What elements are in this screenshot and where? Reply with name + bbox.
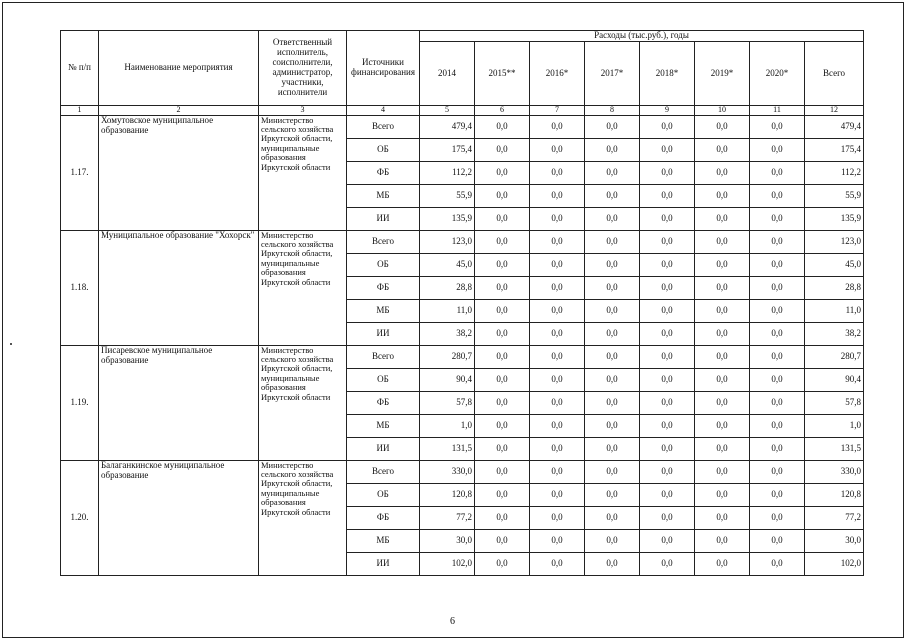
expense-cell: 0,0: [695, 391, 750, 414]
expense-cell: 0,0: [695, 207, 750, 230]
responsible-executor: Министерство сельского хозяйства Иркутской области, муниципальные образования Иркутской области: [259, 460, 347, 575]
expense-cell: 0,0: [530, 230, 585, 253]
funding-source: Всего: [347, 230, 420, 253]
expense-cell: 479,4: [805, 115, 864, 138]
header-year: 2020*: [750, 42, 805, 106]
header-year: 2016*: [530, 42, 585, 106]
column-number: 8: [585, 106, 640, 116]
expense-cell: 0,0: [640, 529, 695, 552]
budget-table: [60, 30, 864, 576]
expense-cell: 0,0: [750, 230, 805, 253]
funding-source: МБ: [347, 529, 420, 552]
expense-cell: 0,0: [530, 506, 585, 529]
expense-cell: 330,0: [420, 460, 475, 483]
expense-cell: 0,0: [585, 207, 640, 230]
expense-cell: 77,2: [420, 506, 475, 529]
expense-cell: 0,0: [750, 483, 805, 506]
expense-cell: 0,0: [475, 299, 530, 322]
expense-cell: 0,0: [640, 368, 695, 391]
expense-cell: 123,0: [805, 230, 864, 253]
expense-cell: 0,0: [530, 115, 585, 138]
expense-cell: 0,0: [695, 552, 750, 575]
expense-cell: 0,0: [750, 460, 805, 483]
expense-cell: 0,0: [695, 414, 750, 437]
expense-cell: 28,8: [420, 276, 475, 299]
activity-name: Муниципальное образование "Хохорск": [99, 230, 259, 345]
expense-cell: 0,0: [530, 161, 585, 184]
expense-cell: 0,0: [750, 345, 805, 368]
expense-cell: 0,0: [695, 253, 750, 276]
expense-cell: 0,0: [640, 345, 695, 368]
expense-cell: 0,0: [695, 483, 750, 506]
expense-cell: 0,0: [695, 161, 750, 184]
expense-cell: 0,0: [640, 253, 695, 276]
expense-cell: 0,0: [695, 506, 750, 529]
responsible-executor: Министерство сельского хозяйства Иркутской области, муниципальные образования Иркутской области: [259, 230, 347, 345]
column-number: 3: [259, 106, 347, 116]
expense-cell: 57,8: [805, 391, 864, 414]
expense-cell: 0,0: [530, 368, 585, 391]
funding-source: МБ: [347, 184, 420, 207]
header-year: Всего: [805, 42, 864, 106]
expense-cell: 112,2: [805, 161, 864, 184]
expense-cell: 102,0: [420, 552, 475, 575]
expense-cell: 45,0: [805, 253, 864, 276]
expense-cell: 0,0: [585, 138, 640, 161]
column-number: 7: [530, 106, 585, 116]
funding-source: ФБ: [347, 506, 420, 529]
expense-cell: 0,0: [750, 368, 805, 391]
expense-cell: 0,0: [530, 138, 585, 161]
expense-cell: 0,0: [695, 184, 750, 207]
funding-source: ИИ: [347, 552, 420, 575]
expense-cell: 0,0: [530, 207, 585, 230]
expense-cell: 479,4: [420, 115, 475, 138]
expense-cell: 28,8: [805, 276, 864, 299]
expense-cell: 0,0: [530, 184, 585, 207]
expense-cell: 0,0: [640, 414, 695, 437]
expense-cell: 0,0: [695, 322, 750, 345]
expense-cell: 0,0: [640, 276, 695, 299]
expense-cell: 0,0: [475, 437, 530, 460]
expense-cell: 0,0: [695, 299, 750, 322]
expense-cell: 0,0: [585, 345, 640, 368]
expense-cell: 0,0: [750, 115, 805, 138]
funding-source: МБ: [347, 414, 420, 437]
expense-cell: 0,0: [640, 299, 695, 322]
table-body: [61, 115, 864, 575]
expense-cell: 0,0: [585, 184, 640, 207]
funding-source: ОБ: [347, 138, 420, 161]
expense-cell: 0,0: [750, 552, 805, 575]
expense-cell: 0,0: [475, 253, 530, 276]
expense-cell: 0,0: [750, 529, 805, 552]
table-row: [61, 460, 864, 483]
expense-cell: 45,0: [420, 253, 475, 276]
expense-cell: 0,0: [475, 230, 530, 253]
expense-cell: 0,0: [585, 437, 640, 460]
expense-cell: 102,0: [805, 552, 864, 575]
column-number: 1: [61, 106, 99, 116]
funding-source: ИИ: [347, 322, 420, 345]
expense-cell: 280,7: [420, 345, 475, 368]
expense-cell: 0,0: [475, 322, 530, 345]
expense-cell: 0,0: [750, 414, 805, 437]
row-number: 1.20.: [61, 460, 99, 575]
expense-cell: 57,8: [420, 391, 475, 414]
expense-cell: 0,0: [585, 161, 640, 184]
expense-cell: 135,9: [420, 207, 475, 230]
expense-cell: 0,0: [640, 230, 695, 253]
expense-cell: 0,0: [475, 161, 530, 184]
expense-cell: 0,0: [695, 115, 750, 138]
expense-cell: 0,0: [530, 552, 585, 575]
expense-cell: 0,0: [585, 115, 640, 138]
funding-source: Всего: [347, 345, 420, 368]
column-number-row: [61, 106, 864, 116]
expense-cell: 55,9: [420, 184, 475, 207]
expense-cell: 0,0: [750, 506, 805, 529]
column-number: 2: [99, 106, 259, 116]
header-year: 2017*: [585, 42, 640, 106]
expense-cell: 0,0: [475, 391, 530, 414]
scan-speck: [10, 343, 12, 345]
expense-cell: 0,0: [695, 276, 750, 299]
expense-cell: 0,0: [585, 299, 640, 322]
column-number: 9: [640, 106, 695, 116]
column-number: 10: [695, 106, 750, 116]
expense-cell: 38,2: [805, 322, 864, 345]
header-year: 2015**: [475, 42, 530, 106]
expense-cell: 38,2: [420, 322, 475, 345]
expense-cell: 0,0: [530, 529, 585, 552]
expense-cell: 0,0: [530, 391, 585, 414]
table-row: [61, 345, 864, 368]
expense-cell: 0,0: [530, 322, 585, 345]
expense-cell: 0,0: [640, 483, 695, 506]
expense-cell: 0,0: [695, 138, 750, 161]
expense-cell: 120,8: [420, 483, 475, 506]
funding-source: ИИ: [347, 437, 420, 460]
column-number: 11: [750, 106, 805, 116]
expense-cell: 0,0: [695, 368, 750, 391]
expense-cell: 0,0: [530, 414, 585, 437]
row-number: 1.18.: [61, 230, 99, 345]
expense-cell: 0,0: [750, 391, 805, 414]
expense-cell: 90,4: [805, 368, 864, 391]
activity-name: Писаревское муниципальное образование: [99, 345, 259, 460]
expense-cell: 0,0: [475, 207, 530, 230]
expense-cell: 0,0: [640, 184, 695, 207]
expense-cell: 0,0: [585, 253, 640, 276]
column-number: 5: [420, 106, 475, 116]
funding-source: МБ: [347, 299, 420, 322]
expense-cell: 0,0: [475, 506, 530, 529]
expense-cell: 0,0: [475, 115, 530, 138]
column-number: 6: [475, 106, 530, 116]
funding-source: ФБ: [347, 276, 420, 299]
expense-cell: 0,0: [475, 138, 530, 161]
expense-cell: 0,0: [475, 483, 530, 506]
responsible-executor: Министерство сельского хозяйства Иркутской области, муниципальные образования Иркутской области: [259, 345, 347, 460]
expense-cell: 0,0: [475, 414, 530, 437]
expense-cell: 123,0: [420, 230, 475, 253]
row-number: 1.17.: [61, 115, 99, 230]
expense-cell: 0,0: [585, 391, 640, 414]
header-year: 2014: [420, 42, 475, 106]
activity-name: Балаганкинское муниципальное образование: [99, 460, 259, 575]
expense-cell: 0,0: [640, 115, 695, 138]
expense-cell: 0,0: [750, 299, 805, 322]
expense-cell: 0,0: [585, 368, 640, 391]
expense-cell: 0,0: [750, 161, 805, 184]
expense-cell: 0,0: [475, 529, 530, 552]
expense-cell: 0,0: [640, 138, 695, 161]
expense-cell: 0,0: [585, 230, 640, 253]
column-number: 4: [347, 106, 420, 116]
expense-cell: 0,0: [475, 460, 530, 483]
expense-cell: 131,5: [420, 437, 475, 460]
expense-cell: 0,0: [530, 253, 585, 276]
expense-cell: 0,0: [585, 552, 640, 575]
header-sources: Источники финансирования: [347, 31, 420, 106]
funding-source: Всего: [347, 115, 420, 138]
expense-cell: 0,0: [750, 437, 805, 460]
expense-cell: 0,0: [640, 506, 695, 529]
funding-source: ИИ: [347, 207, 420, 230]
expense-cell: 0,0: [695, 345, 750, 368]
expense-cell: 112,2: [420, 161, 475, 184]
header-year: 2018*: [640, 42, 695, 106]
expense-cell: 0,0: [585, 460, 640, 483]
expense-cell: 0,0: [585, 414, 640, 437]
header-expenses: Расходы (тыс.руб.), годы: [420, 31, 864, 42]
expense-cell: 0,0: [695, 529, 750, 552]
expense-cell: 1,0: [420, 414, 475, 437]
column-number: 12: [805, 106, 864, 116]
expense-cell: 30,0: [805, 529, 864, 552]
expense-cell: 0,0: [750, 322, 805, 345]
expense-cell: 11,0: [805, 299, 864, 322]
expense-cell: 0,0: [475, 184, 530, 207]
expense-cell: 0,0: [530, 345, 585, 368]
funding-source: ФБ: [347, 391, 420, 414]
expense-cell: 0,0: [750, 276, 805, 299]
expense-cell: 175,4: [805, 138, 864, 161]
table-row: [61, 115, 864, 138]
funding-source: Всего: [347, 460, 420, 483]
header-year: 2019*: [695, 42, 750, 106]
expense-cell: 30,0: [420, 529, 475, 552]
expense-cell: 0,0: [475, 276, 530, 299]
expense-cell: 0,0: [640, 552, 695, 575]
expense-cell: 0,0: [475, 368, 530, 391]
expense-cell: 131,5: [805, 437, 864, 460]
expense-cell: 0,0: [530, 460, 585, 483]
expense-cell: 0,0: [695, 230, 750, 253]
expense-cell: 0,0: [695, 437, 750, 460]
activity-name: Хомутовское муниципальное образование: [99, 115, 259, 230]
page-number: 6: [450, 616, 455, 627]
expense-cell: 0,0: [695, 460, 750, 483]
expense-cell: 0,0: [640, 437, 695, 460]
expense-cell: 280,7: [805, 345, 864, 368]
expense-cell: 0,0: [530, 299, 585, 322]
expense-cell: 0,0: [475, 552, 530, 575]
expense-cell: 1,0: [805, 414, 864, 437]
expense-cell: 0,0: [585, 276, 640, 299]
expense-cell: 0,0: [640, 322, 695, 345]
funding-source: ФБ: [347, 161, 420, 184]
responsible-executor: Министерство сельского хозяйства Иркутской области, муниципальные образования Иркутской области: [259, 115, 347, 230]
expense-cell: 135,9: [805, 207, 864, 230]
expense-cell: 175,4: [420, 138, 475, 161]
expense-cell: 77,2: [805, 506, 864, 529]
table-row: [61, 230, 864, 253]
header-no: № п/п: [61, 31, 99, 106]
expense-cell: 0,0: [585, 483, 640, 506]
header-name: Наименование мероприятия: [99, 31, 259, 106]
expense-cell: 0,0: [640, 460, 695, 483]
header-responsible: Ответственный исполнитель, соисполнители, администратор, участники, исполнители: [259, 31, 347, 106]
expense-cell: 0,0: [640, 161, 695, 184]
expense-cell: 0,0: [585, 529, 640, 552]
expense-cell: 0,0: [585, 322, 640, 345]
funding-source: ОБ: [347, 253, 420, 276]
expense-cell: 0,0: [640, 391, 695, 414]
row-number: 1.19.: [61, 345, 99, 460]
expense-cell: 55,9: [805, 184, 864, 207]
expense-cell: 120,8: [805, 483, 864, 506]
expense-cell: 330,0: [805, 460, 864, 483]
expense-cell: 0,0: [475, 345, 530, 368]
funding-source: ОБ: [347, 368, 420, 391]
expense-cell: 0,0: [750, 138, 805, 161]
expense-cell: 0,0: [750, 253, 805, 276]
expense-cell: 90,4: [420, 368, 475, 391]
expense-cell: 0,0: [530, 437, 585, 460]
funding-source: ОБ: [347, 483, 420, 506]
expense-cell: 0,0: [750, 207, 805, 230]
expense-cell: 0,0: [585, 506, 640, 529]
expense-cell: 0,0: [530, 276, 585, 299]
expense-cell: 0,0: [530, 483, 585, 506]
expense-cell: 0,0: [750, 184, 805, 207]
expense-cell: 0,0: [640, 207, 695, 230]
expense-cell: 11,0: [420, 299, 475, 322]
